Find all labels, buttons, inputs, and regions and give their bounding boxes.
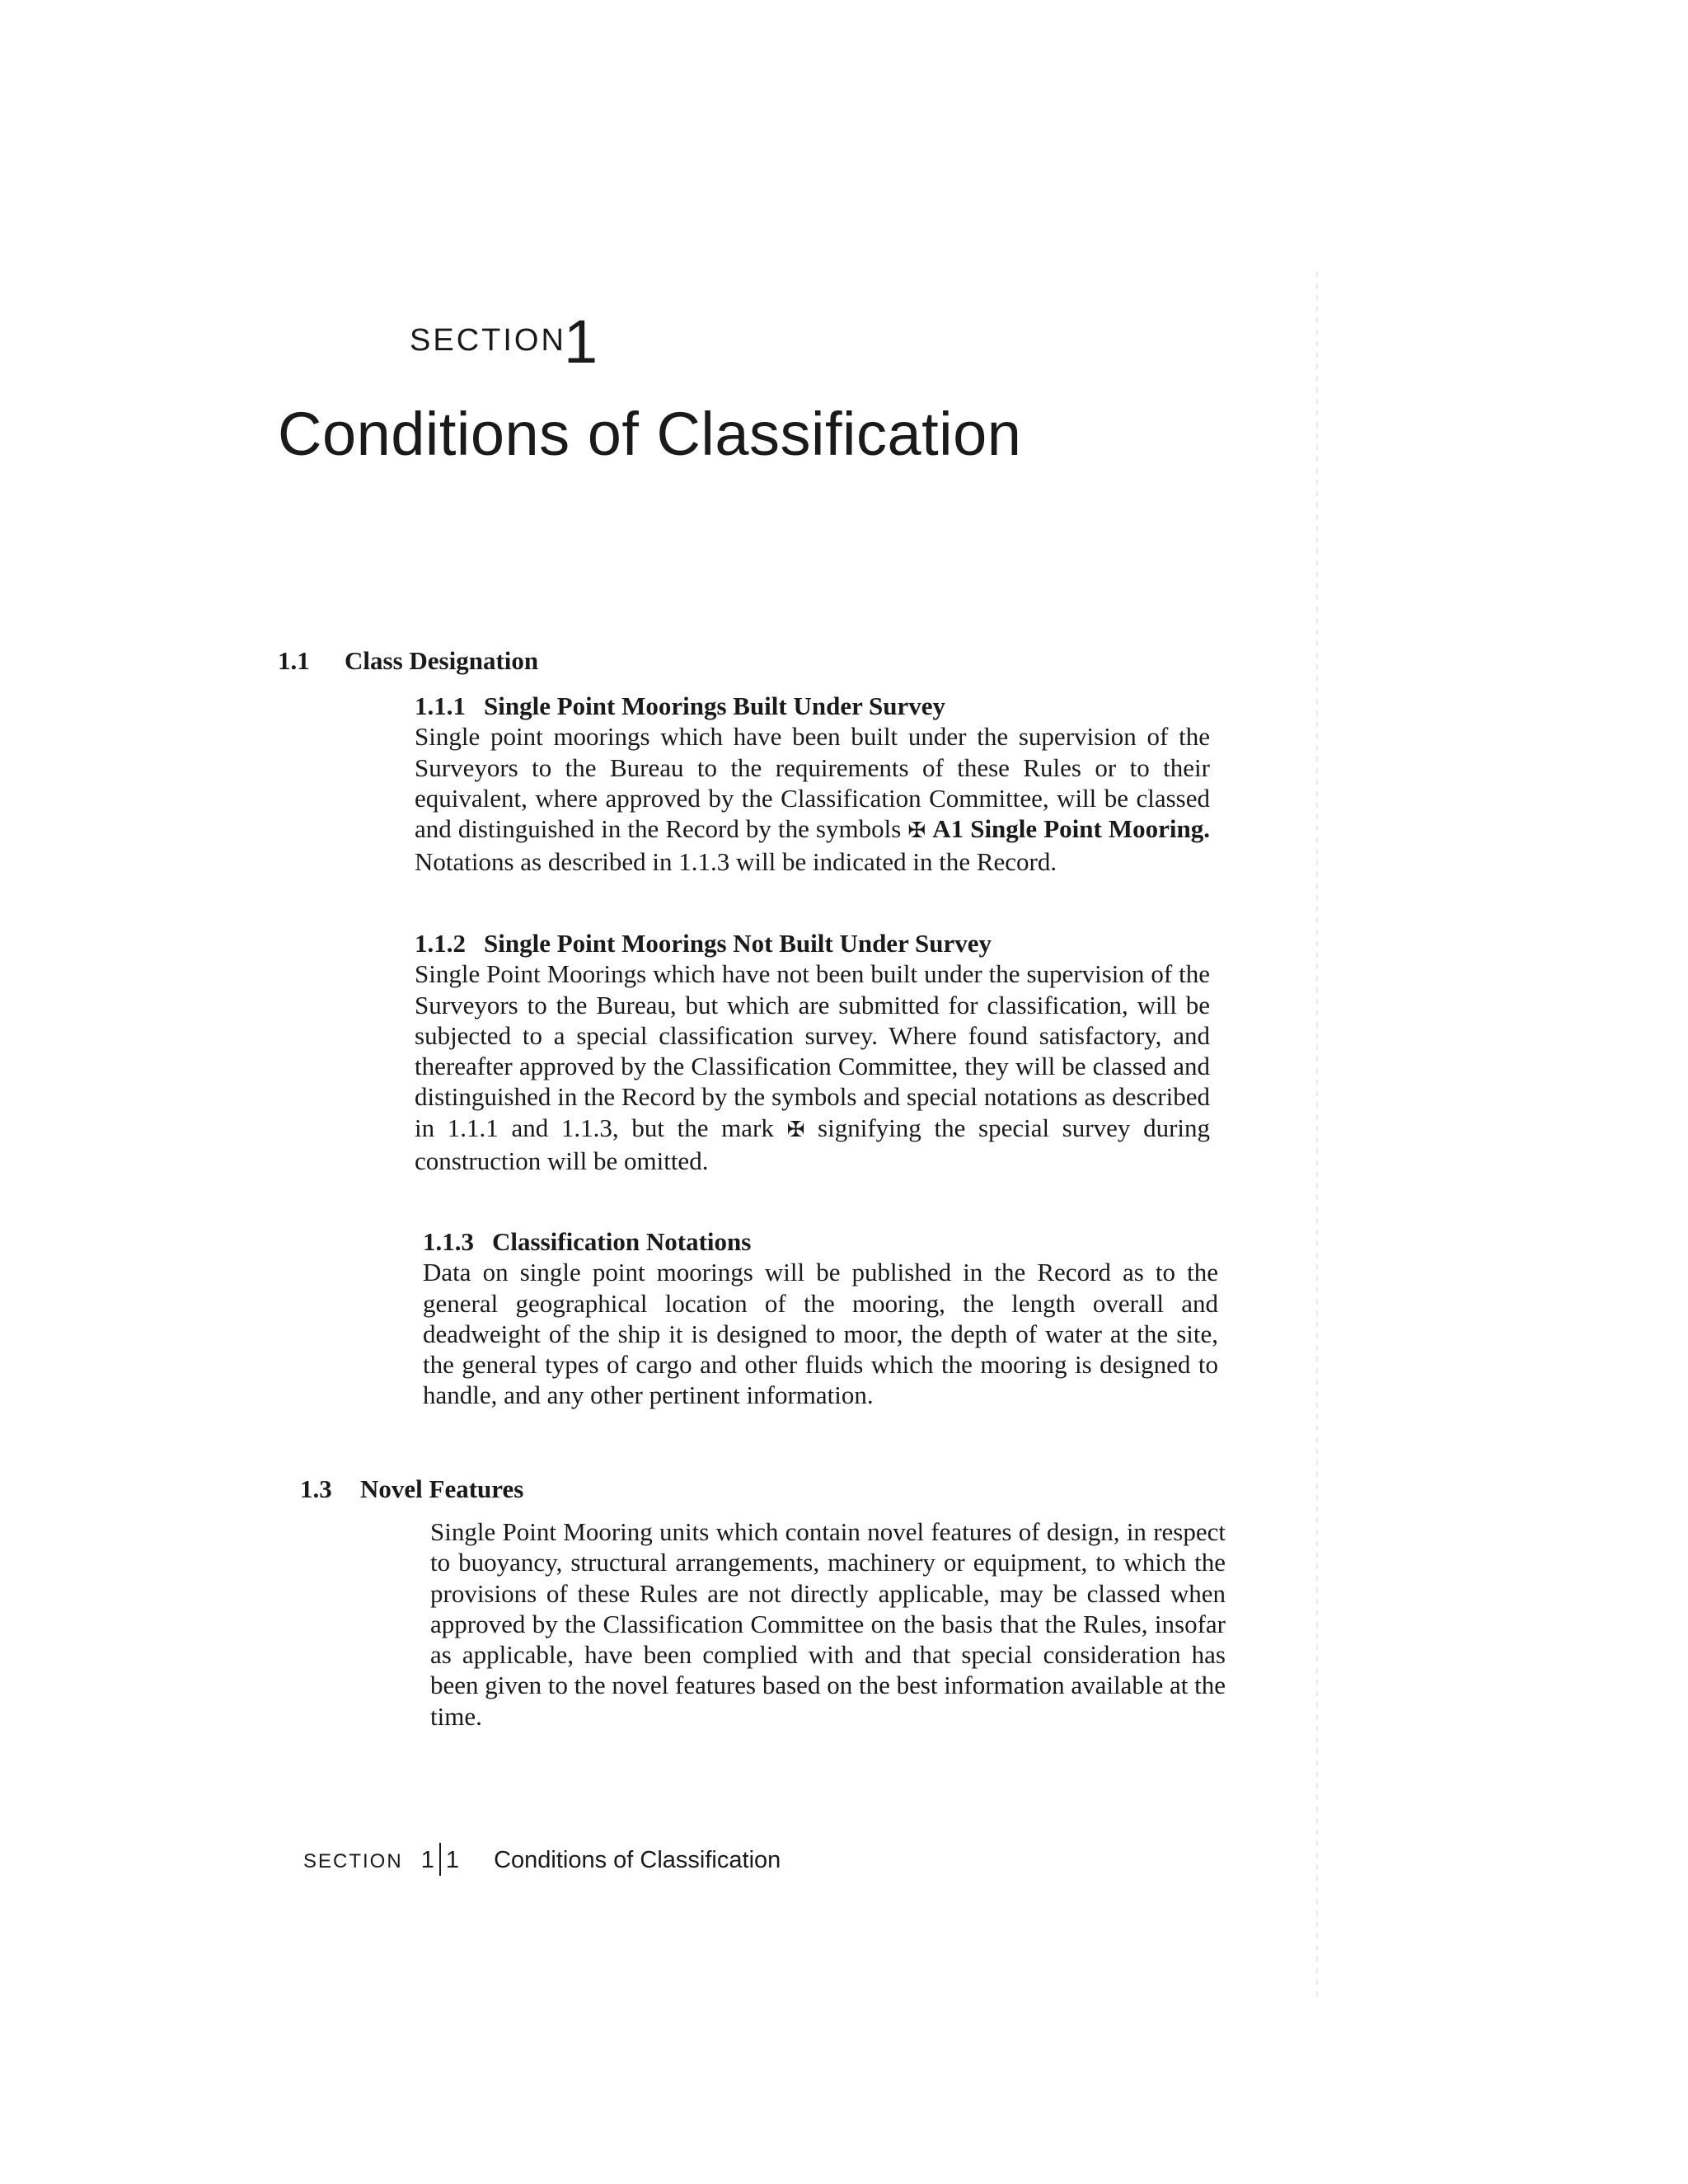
maltese-cross-icon: ✠ <box>907 818 926 844</box>
subsection-1-1-2-text-end: signifying the special survey during construction will be omitted. <box>415 1113 1211 1176</box>
subsection-1-1-2-title: Single Point Moorings Not Built Under Survey <box>484 929 992 958</box>
subsection-1-1-2 <box>415 928 1210 1176</box>
footer-divider <box>439 1843 441 1876</box>
footer-section-number: 1 <box>420 1847 434 1873</box>
subsection-1-1-1-title: Single Point Moorings Built Under Survey <box>484 691 946 720</box>
section-1-3-number: 1.3 <box>300 1474 332 1503</box>
section-label: SECTION <box>410 323 566 358</box>
class-symbol-text: A1 Single Point Mooring. <box>932 814 1211 844</box>
page-title: Conditions of Classification <box>278 400 1022 468</box>
subsection-1-1-3 <box>423 1226 1218 1411</box>
subsection-1-1-1-text-end: Notations as described in 1.1.3 will be indicated in the Record. <box>415 847 1057 877</box>
page-edge-shadow <box>1316 272 1318 2003</box>
subsection-1-1-3-title: Classification Notations <box>492 1227 752 1256</box>
section-1-3-text: Single Point Mooring units which contain novel features of design, in respect to buoyancy, structural arrangements, machinery or equipment, to which the provisions of these Rules are not directly applicable, may be classed when approved by the Classification Committee on the basis that the Rules, insofar as applicable, have been complied with and that special consideration has been given to the novel features based on the best information available at the time. <box>430 1517 1226 1731</box>
subsection-1-1-1 <box>415 691 1210 878</box>
section-number: 1 <box>564 307 598 376</box>
subsection-1-1-3-text: Data on single point moorings will be published in the Record as to the general geographical location of the mooring, the length overall and deadweight of the ship it is designed to moor, the depth of water at the site, the general types of cargo and other fluids which the mooring is designed to handle, and any other pertinent information. <box>423 1258 1218 1410</box>
subsection-1-1-1-text: Single point moorings which have been built under the supervision of the Surveyors to the Bureau to the requirements of these Rules or to their equivalent, where approved by the Classification Committee, will be classed and distinguished in the Record by the symbols <box>415 722 1210 844</box>
footer-section-label: SECTION <box>303 1850 403 1872</box>
footer-page-number: 1 <box>445 1847 460 1873</box>
section-1-1-title: Class Designation <box>345 646 539 675</box>
page-footer <box>303 1843 781 1876</box>
maltese-cross-icon: ✠ <box>786 1117 805 1142</box>
section-1-1-number: 1.1 <box>278 646 310 675</box>
subsection-1-1-2-text: Single Point Moorings which have not been built under the supervision of the Surveyors to the Bureau, but which are submitted for classification, will be subjected to a special classification survey. Where found satisfactory, and thereafter approved by the Classification Committee, they will be classed and distinguished in the Record by the symbols and special notations as described in 1.1.1 and 1.1.3, but the mark <box>415 959 1210 1142</box>
subsection-1-1-1-number: 1.1.1 <box>415 691 466 720</box>
footer-title: Conditions of Classification <box>494 1847 781 1873</box>
subsection-1-1-3-number: 1.1.3 <box>423 1227 474 1256</box>
section-1-3-title: Novel Features <box>360 1474 524 1503</box>
subsection-1-1-2-number: 1.1.2 <box>415 929 466 958</box>
